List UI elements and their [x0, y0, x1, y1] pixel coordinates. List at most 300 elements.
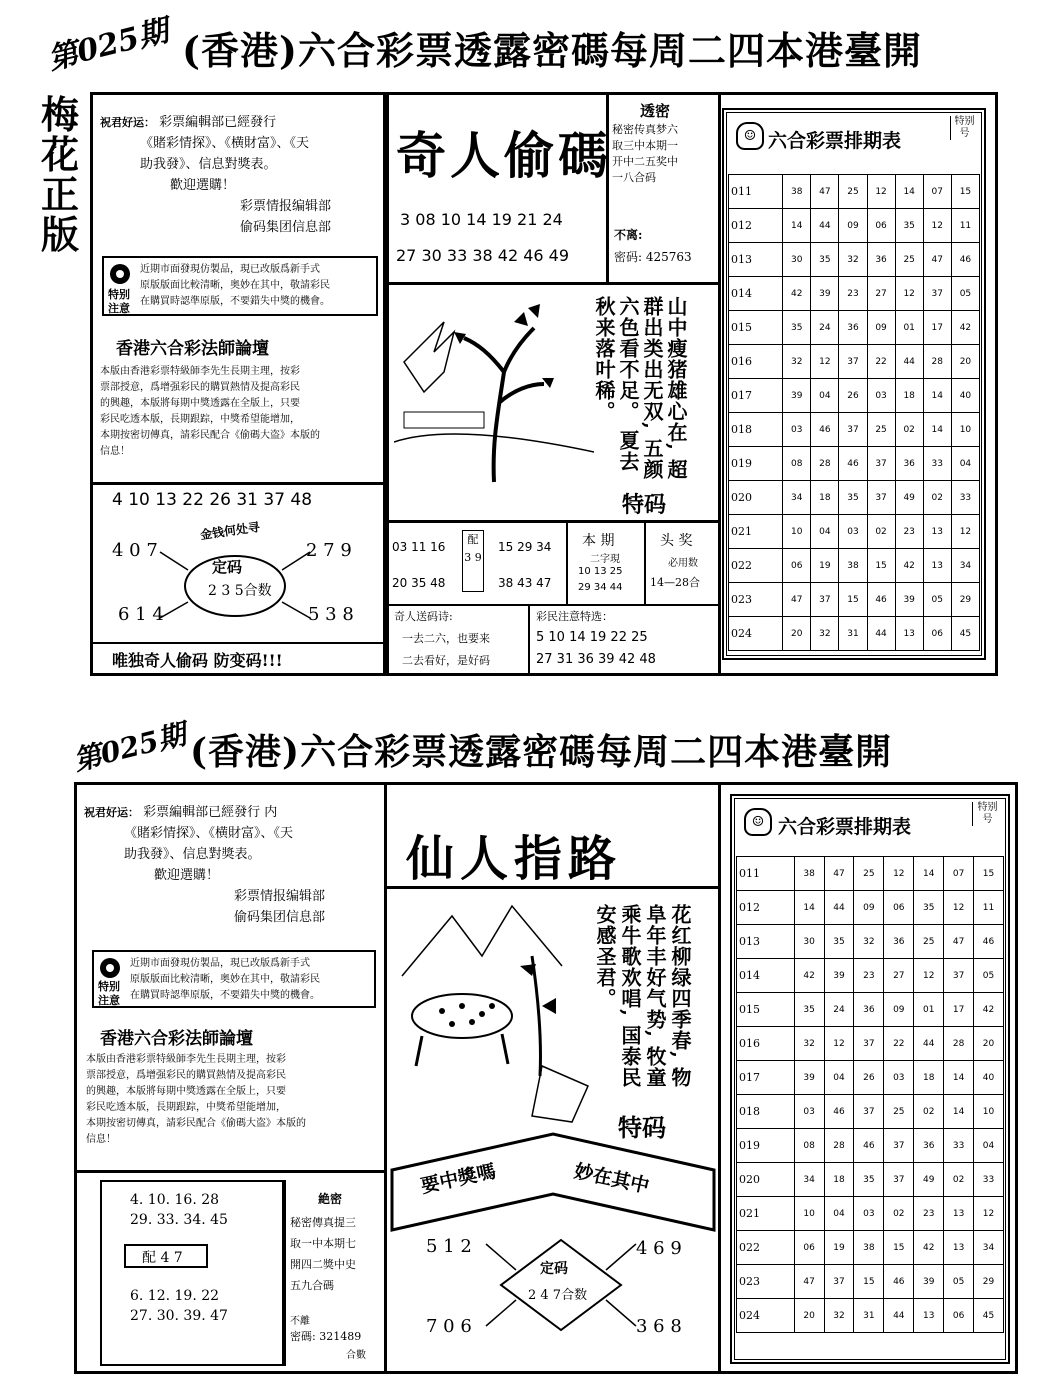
schedule-number-cell: 15: [839, 583, 867, 617]
schedule-issue-cell: 021: [737, 1197, 795, 1231]
schedule-number-cell: 19: [824, 1231, 854, 1265]
schedule-number-cell: 38: [839, 549, 867, 583]
schedule-number-cell: 06: [794, 1231, 824, 1265]
poem-cols-bottom: 花红柳绿四季春, 物阜年丰好气势, 牧童乘牛歌欢唱, 国泰民安感圣君。: [593, 904, 692, 1088]
schedule-number-cell: 12: [895, 277, 923, 311]
schedule-number-cell: 12: [951, 515, 979, 549]
schedule-number-cell: 25: [914, 925, 944, 959]
schedule-number-cell: 10: [974, 1095, 1004, 1129]
b-secret-mima: 密碼: 321489: [290, 1330, 362, 1343]
notice-icon-bottom: [100, 958, 120, 978]
schedule-number-cell: 24: [824, 993, 854, 1027]
schedule-number-cell: 09: [854, 891, 884, 925]
schedule-number-cell: 46: [854, 1129, 884, 1163]
special-1: 5 10 14 19 22 25: [536, 630, 648, 645]
schedule-number-cell: 38: [854, 1231, 884, 1265]
big-title-xianren: 仙人指路: [406, 831, 623, 887]
schedule-number-cell: 14: [944, 1095, 974, 1129]
schedule-number-cell: 39: [914, 1265, 944, 1299]
schedule-row: [737, 857, 1004, 891]
bl-b: 20 35 48: [392, 576, 446, 590]
schedule-number-cell: 36: [895, 447, 923, 481]
schedule-number-cell: 37: [824, 1265, 854, 1299]
schedule-number-cell: 49: [895, 481, 923, 515]
schedule-number-cell: 12: [811, 345, 839, 379]
num-tl: 4 0 7: [112, 540, 158, 561]
secret-head: 透密: [640, 102, 671, 120]
schedule-number-cell: 12: [914, 959, 944, 993]
schedule-issue-cell: 011: [729, 175, 783, 209]
notice-tag-bottom: 特别 注意: [98, 980, 120, 1007]
schedule-number-cell: 25: [895, 243, 923, 277]
secret-buli: 不离:: [614, 228, 643, 242]
schedule-number-cell: 46: [867, 583, 895, 617]
schedule-number-cell: 35: [914, 891, 944, 925]
benqi-title: 本 期: [582, 533, 615, 549]
schedule-row: [729, 515, 980, 549]
schedule-number-cell: 18: [914, 1061, 944, 1095]
title-nums-1: 3 08 10 14 19 21 24: [400, 210, 563, 229]
notice-tag: 特别 注意: [108, 288, 130, 315]
footer-slogan: 唯独奇人偷码 防变码!!!: [112, 651, 283, 670]
schedule-number-cell: 20: [974, 1027, 1004, 1061]
top-mid-divider: [386, 94, 389, 674]
schedule-row: [729, 243, 980, 277]
bl-a: 03 11 16: [392, 540, 446, 554]
schedule-number-cell: 23: [854, 959, 884, 993]
bl-c: 15 29 34: [498, 540, 552, 554]
schedule-number-cell: 09: [884, 993, 914, 1027]
schedule-number-cell: 17: [923, 311, 951, 345]
schedule-number-cell: 40: [974, 1061, 1004, 1095]
top-headline: (香港)六合彩票透露密碼每周二四本港臺開: [182, 28, 922, 73]
poem-cols-top: 山中瘦猪雄心在, 超群出类出无双, 五颜六色看不足。 夏去秋来落叶稀。: [592, 296, 688, 480]
schedule-row: [737, 1027, 1004, 1061]
schedule-issue-cell: 016: [729, 345, 783, 379]
schedule-issue-cell: 014: [737, 959, 795, 993]
schedule-number-cell: 32: [824, 1299, 854, 1333]
tema-bottom: 特码: [618, 1113, 666, 1142]
dingma-value: 2 3 5合数: [208, 583, 272, 599]
schedule-number-cell: 04: [951, 447, 979, 481]
b-num-bl: 7 0 6: [426, 1316, 472, 1337]
schedule-row: [737, 925, 1004, 959]
mascot-icon: ☺: [736, 122, 764, 150]
schedule-number-cell: 02: [914, 1095, 944, 1129]
top-mid-h2: [386, 520, 720, 523]
schedule-number-cell: 29: [974, 1265, 1004, 1299]
special-2: 27 31 36 39 42 48: [536, 652, 656, 667]
schedule-number-cell: 34: [974, 1231, 1004, 1265]
pei-bottom: 配 4 7: [142, 1250, 183, 1266]
schedule-number-cell: 35: [895, 209, 923, 243]
schedule-number-cell: 37: [854, 1095, 884, 1129]
mascot-icon-bottom: ☺: [744, 808, 772, 836]
schedule-issue-cell: 019: [737, 1129, 795, 1163]
tema-top: 特码: [622, 492, 667, 518]
b-num-br: 3 6 8: [636, 1316, 682, 1337]
bottom-forum-text: 本版由香港彩票特級師李先生長期主理，按彩 票部授意，爲增强彩民的購買熱情及提高彩民 的興趣，本版將每期中獎透露在全版上，只要 彩民吃透本版，長期跟踪，中獎希望能增加， 本期按密切傳真，請彩民配合《偷碼大盗》本版的 信息！: [86, 1054, 306, 1145]
schedule-number-cell: 13: [914, 1299, 944, 1333]
schedule-number-cell: 22: [884, 1027, 914, 1061]
top-left-divider: [92, 482, 386, 485]
schedule-number-cell: 04: [824, 1061, 854, 1095]
schedule-row: [729, 175, 980, 209]
top-special-col-head: 特别号: [950, 116, 978, 140]
schedule-number-cell: 20: [794, 1299, 824, 1333]
b-secret-buli: 不離: [290, 1316, 310, 1327]
secret-lines: 秘密传真梦六 取三中本期一 开中二五奖中 一八合码: [612, 123, 678, 184]
schedule-number-cell: 36: [884, 925, 914, 959]
schedule-number-cell: 13: [944, 1231, 974, 1265]
schedule-number-cell: 47: [944, 925, 974, 959]
schedule-number-cell: 47: [794, 1265, 824, 1299]
bottom-schedule-table: [736, 856, 1004, 1333]
schedule-number-cell: 39: [794, 1061, 824, 1095]
schedule-row: [729, 617, 980, 651]
schedule-number-cell: 12: [974, 1197, 1004, 1231]
schedule-number-cell: 23: [839, 277, 867, 311]
schedule-number-cell: 10: [951, 413, 979, 447]
schedule-number-cell: 11: [974, 891, 1004, 925]
schedule-number-cell: 12: [944, 891, 974, 925]
schedule-number-cell: 39: [783, 379, 811, 413]
schedule-number-cell: 17: [944, 993, 974, 1027]
mid-v1: [566, 520, 568, 604]
schedule-number-cell: 07: [944, 857, 974, 891]
schedule-issue-cell: 017: [737, 1061, 795, 1095]
schedule-number-cell: 28: [944, 1027, 974, 1061]
schedule-issue-cell: 011: [737, 857, 795, 891]
schedule-number-cell: 02: [944, 1163, 974, 1197]
schedule-number-cell: 12: [824, 1027, 854, 1061]
schedule-number-cell: 44: [884, 1299, 914, 1333]
schedule-number-cell: 06: [944, 1299, 974, 1333]
schedule-number-cell: 20: [951, 345, 979, 379]
schedule-row: [729, 583, 980, 617]
schedule-number-cell: 08: [783, 447, 811, 481]
b-dingma-value: 2 4 7合数: [528, 1288, 588, 1303]
schedule-number-cell: 14: [895, 175, 923, 209]
top-mid-h1: [386, 282, 720, 285]
schedule-row: [737, 1197, 1004, 1231]
schedule-number-cell: 36: [854, 993, 884, 1027]
num-tr: 2 7 9: [306, 540, 352, 561]
schedule-number-cell: 04: [811, 379, 839, 413]
schedule-row: [737, 1129, 1004, 1163]
schedule-issue-cell: 024: [729, 617, 783, 651]
schedule-number-cell: 32: [854, 925, 884, 959]
schedule-number-cell: 28: [923, 345, 951, 379]
schedule-number-cell: 37: [839, 345, 867, 379]
benqi-sub: 二字現: [590, 554, 620, 565]
schedule-number-cell: 14: [923, 413, 951, 447]
schedule-issue-cell: 024: [737, 1299, 795, 1333]
schedule-issue-cell: 023: [737, 1265, 795, 1299]
b-secret-head: 絶密: [318, 1192, 343, 1206]
schedule-number-cell: 28: [824, 1129, 854, 1163]
notice-text: 近期市面發現仿製品，現已改版爲新手式 原版版面比較清晰，奥妙在其中，敬請彩民 在購買時認準原版，不要錯失中獎的機會。: [140, 264, 330, 307]
schedule-number-cell: 39: [811, 277, 839, 311]
schedule-issue-cell: 022: [737, 1231, 795, 1265]
schedule-number-cell: 04: [974, 1129, 1004, 1163]
schedule-number-cell: 37: [854, 1027, 884, 1061]
schedule-number-cell: 25: [867, 413, 895, 447]
schedule-number-cell: 30: [794, 925, 824, 959]
notice-icon: [110, 264, 130, 284]
schedule-number-cell: 42: [794, 959, 824, 993]
top-schedule-table: [728, 174, 980, 651]
schedule-number-cell: 30: [783, 243, 811, 277]
schedule-number-cell: 33: [951, 481, 979, 515]
schedule-number-cell: 37: [811, 583, 839, 617]
tree-illustration: [394, 292, 594, 492]
schedule-number-cell: 06: [884, 891, 914, 925]
schedule-number-cell: 13: [944, 1197, 974, 1231]
schedule-issue-cell: 022: [729, 549, 783, 583]
schedule-number-cell: 07: [923, 175, 951, 209]
schedule-number-cell: 04: [811, 515, 839, 549]
benqi-n1: 10 13 25: [578, 566, 623, 577]
schedule-number-cell: 02: [923, 481, 951, 515]
top-schedule-title: 六合彩票排期表: [768, 130, 902, 152]
schedule-row: [729, 481, 980, 515]
schedule-number-cell: 35: [824, 925, 854, 959]
poem-send-title: 奇人送码诗:: [394, 610, 453, 623]
schedule-number-cell: 01: [895, 311, 923, 345]
benqi-n2: 29 34 44: [578, 582, 623, 593]
bottom-headline: (香港)六合彩票透露密碼每周二四本港臺開: [190, 731, 893, 773]
schedule-issue-cell: 012: [737, 891, 795, 925]
top-mid-h3: [386, 604, 720, 606]
schedule-number-cell: 37: [884, 1163, 914, 1197]
top-issue-number: 第025期: [44, 13, 172, 78]
schedule-number-cell: 14: [923, 379, 951, 413]
b-dingma-label: 定码: [540, 1261, 568, 1277]
schedule-number-cell: 42: [783, 277, 811, 311]
schedule-number-cell: 03: [884, 1061, 914, 1095]
schedule-issue-cell: 014: [729, 277, 783, 311]
secret-mima: 密码: 425763: [614, 250, 692, 264]
schedule-number-cell: 47: [811, 175, 839, 209]
leopard-illustration: [392, 896, 592, 1126]
bottom-mid-right: [718, 784, 721, 1372]
schedule-number-cell: 33: [974, 1163, 1004, 1197]
schedule-number-cell: 36: [867, 243, 895, 277]
schedule-number-cell: 27: [884, 959, 914, 993]
schedule-number-cell: 36: [914, 1129, 944, 1163]
schedule-row: [737, 1095, 1004, 1129]
schedule-row: [737, 1299, 1004, 1333]
schedule-number-cell: 05: [951, 277, 979, 311]
schedule-number-cell: 44: [824, 891, 854, 925]
bl-d: 38 43 47: [498, 576, 552, 590]
schedule-number-cell: 29: [951, 583, 979, 617]
schedule-number-cell: 09: [867, 311, 895, 345]
b-secret-lines: 秘密傳真提三 取一中本期七 開四二獎中史 五九合碼: [290, 1216, 356, 1292]
schedule-number-cell: 03: [839, 515, 867, 549]
schedule-issue-cell: 018: [737, 1095, 795, 1129]
schedule-number-cell: 42: [974, 993, 1004, 1027]
schedule-number-cell: 12: [867, 175, 895, 209]
bottom-left-h1: [76, 1170, 384, 1173]
top-left-footer-divider: [92, 642, 386, 644]
schedule-number-cell: 34: [951, 549, 979, 583]
schedule-row: [729, 447, 980, 481]
schedule-row: [737, 959, 1004, 993]
schedule-number-cell: 31: [854, 1299, 884, 1333]
big-title-qiren: 奇人偷碼: [396, 126, 612, 185]
schedule-number-cell: 09: [839, 209, 867, 243]
schedule-number-cell: 33: [923, 447, 951, 481]
schedule-number-cell: 18: [811, 481, 839, 515]
schedule-number-cell: 44: [811, 209, 839, 243]
schedule-number-cell: 19: [811, 549, 839, 583]
bottom-left-divider-v: [384, 784, 387, 1372]
top-notice-box: [102, 256, 378, 316]
schedule-issue-cell: 016: [737, 1027, 795, 1061]
schedule-number-cell: 10: [794, 1197, 824, 1231]
bl-nums1: 4. 10. 16. 28: [130, 1192, 220, 1208]
schedule-number-cell: 35: [794, 993, 824, 1027]
schedule-number-cell: 02: [867, 515, 895, 549]
schedule-number-cell: 15: [867, 549, 895, 583]
schedule-number-cell: 46: [811, 413, 839, 447]
schedule-number-cell: 46: [824, 1095, 854, 1129]
schedule-number-cell: 14: [944, 1061, 974, 1095]
schedule-number-cell: 38: [783, 175, 811, 209]
schedule-number-cell: 46: [974, 925, 1004, 959]
schedule-number-cell: 05: [974, 959, 1004, 993]
schedule-number-cell: 06: [867, 209, 895, 243]
schedule-issue-cell: 019: [729, 447, 783, 481]
schedule-number-cell: 03: [783, 413, 811, 447]
num-bl: 6 1 4: [118, 604, 164, 625]
schedule-number-cell: 24: [811, 311, 839, 345]
b-num-tr: 4 6 9: [636, 1238, 682, 1259]
bl-nums4: 27. 30. 39. 47: [130, 1308, 228, 1324]
dingma-label: 定码: [212, 558, 243, 576]
schedule-row: [737, 1265, 1004, 1299]
mid-v2: [644, 520, 646, 604]
bl-nums2: 29. 33. 34. 45: [130, 1212, 228, 1228]
schedule-number-cell: 03: [794, 1095, 824, 1129]
schedule-number-cell: 47: [923, 243, 951, 277]
bottom-notice-box: [92, 950, 376, 1008]
schedule-number-cell: 34: [794, 1163, 824, 1197]
schedule-number-cell: 15: [951, 175, 979, 209]
schedule-number-cell: 15: [884, 1231, 914, 1265]
schedule-row: [729, 345, 980, 379]
top-forum-title: 香港六合彩法師論壇: [116, 339, 269, 359]
schedule-number-cell: 14: [783, 209, 811, 243]
num-br: 5 3 8: [308, 604, 354, 625]
schedule-row: [729, 379, 980, 413]
schedule-issue-cell: 015: [729, 311, 783, 345]
bl-nums3: 6. 12. 19. 22: [130, 1288, 220, 1304]
schedule-number-cell: 03: [854, 1197, 884, 1231]
schedule-number-cell: 02: [884, 1197, 914, 1231]
schedule-number-cell: 05: [944, 1265, 974, 1299]
schedule-issue-cell: 015: [737, 993, 795, 1027]
schedule-number-cell: 37: [884, 1129, 914, 1163]
schedule-number-cell: 15: [854, 1265, 884, 1299]
top-nums-row: 4 10 13 22 26 31 37 48: [112, 490, 313, 510]
schedule-number-cell: 35: [839, 481, 867, 515]
schedule-number-cell: 08: [794, 1129, 824, 1163]
schedule-number-cell: 45: [951, 617, 979, 651]
schedule-number-cell: 32: [783, 345, 811, 379]
schedule-number-cell: 38: [794, 857, 824, 891]
schedule-number-cell: 11: [951, 209, 979, 243]
schedule-issue-cell: 020: [729, 481, 783, 515]
schedule-number-cell: 35: [854, 1163, 884, 1197]
schedule-number-cell: 25: [884, 1095, 914, 1129]
schedule-row: [737, 1163, 1004, 1197]
schedule-number-cell: 23: [914, 1197, 944, 1231]
schedule-number-cell: 06: [923, 617, 951, 651]
b-num-tl: 5 1 2: [426, 1236, 472, 1257]
toujiang-sub: 必用数: [668, 558, 698, 569]
schedule-row: [729, 413, 980, 447]
schedule-issue-cell: 013: [729, 243, 783, 277]
top-forum-text: 本版由香港彩票特級師李先生長期主理，按彩 票部授意，爲增强彩民的購買熱情及提高彩民 的興趣，本版將每期中獎透露在全版上，只要 彩民吃透本版，長期跟踪，中獎希望能增加， 本期按密切傳真，請彩民配合《偷碼大盗》本版的 信息！: [100, 366, 320, 457]
schedule-number-cell: 14: [794, 891, 824, 925]
schedule-number-cell: 04: [824, 1197, 854, 1231]
schedule-number-cell: 13: [923, 549, 951, 583]
schedule-row: [729, 311, 980, 345]
schedule-number-cell: 25: [854, 857, 884, 891]
b-secret-heshu: 合數: [346, 1350, 366, 1361]
schedule-number-cell: 03: [867, 379, 895, 413]
bottom-schedule-title: 六合彩票排期表: [778, 816, 912, 838]
schedule-number-cell: 12: [884, 857, 914, 891]
schedule-issue-cell: 017: [729, 379, 783, 413]
poem-send-1: 一去二六，也要来: [402, 632, 490, 645]
top-greeting: 祝君好运： 彩票編輯部已經發行 《賭彩情探》、《横財富》、《天 助我發》、信息對獎表。 歡迎選購！ 彩票情报编辑部 偷码集团信息部: [100, 115, 332, 235]
schedule-number-cell: 13: [923, 515, 951, 549]
schedule-issue-cell: 020: [737, 1163, 795, 1197]
schedule-number-cell: 40: [951, 379, 979, 413]
bottom-special-col-head: 特别号: [972, 802, 1002, 826]
schedule-number-cell: 37: [944, 959, 974, 993]
schedule-number-cell: 10: [783, 515, 811, 549]
schedule-row: [729, 549, 980, 583]
bottom-forum-title: 香港六合彩法師論壇: [100, 1029, 253, 1049]
schedule-row: [737, 993, 1004, 1027]
schedule-number-cell: 20: [783, 617, 811, 651]
schedule-number-cell: 32: [839, 243, 867, 277]
schedule-number-cell: 49: [914, 1163, 944, 1197]
bottom-secret-divider: [284, 1180, 286, 1366]
schedule-number-cell: 34: [783, 481, 811, 515]
poem-send-2: 二去看好，是好码: [402, 654, 490, 667]
schedule-row: [737, 1231, 1004, 1265]
schedule-number-cell: 39: [824, 959, 854, 993]
schedule-number-cell: 37: [923, 277, 951, 311]
schedule-number-cell: 27: [867, 277, 895, 311]
schedule-number-cell: 31: [839, 617, 867, 651]
schedule-row: [729, 209, 980, 243]
schedule-number-cell: 42: [951, 311, 979, 345]
banner-left: 要中獎嗎: [418, 1160, 498, 1198]
schedule-number-cell: 37: [839, 413, 867, 447]
schedule-number-cell: 44: [867, 617, 895, 651]
schedule-number-cell: 25: [839, 175, 867, 209]
pei-box: 配 3 9: [462, 530, 484, 592]
schedule-number-cell: 26: [854, 1061, 884, 1095]
schedule-number-cell: 35: [783, 311, 811, 345]
